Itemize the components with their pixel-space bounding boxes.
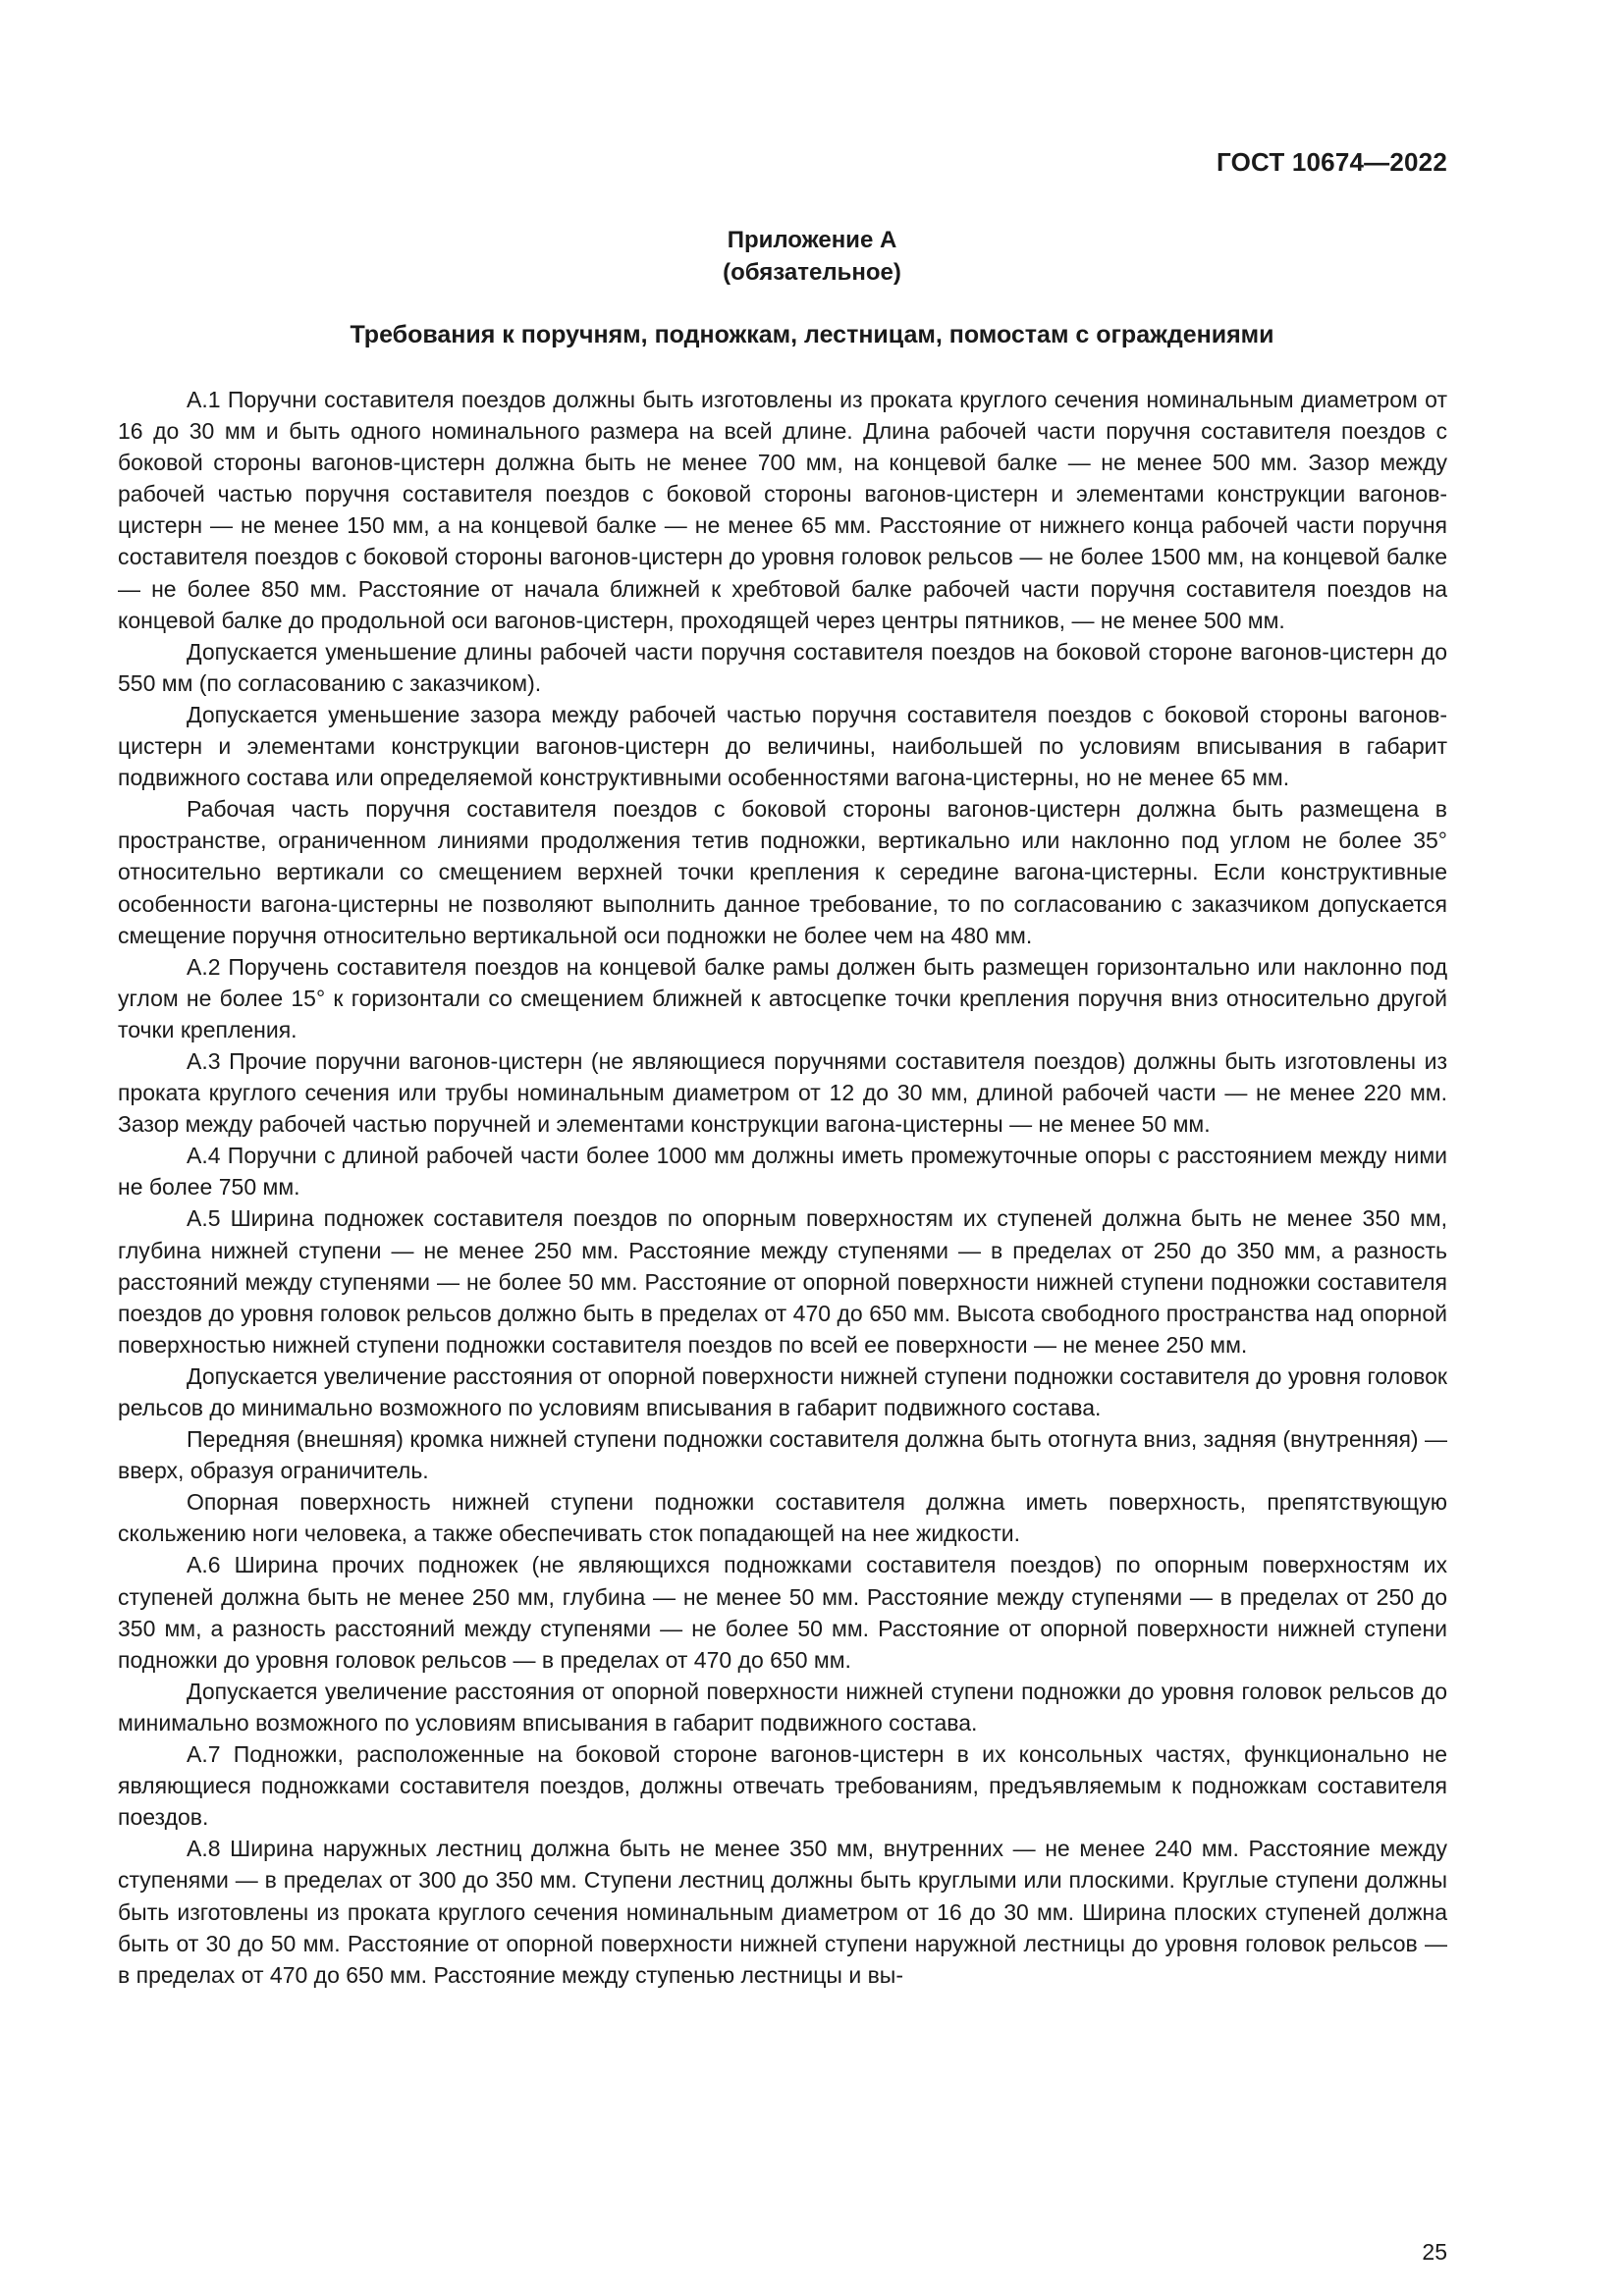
paragraph-a2: А.2 Поручень составителя поездов на концевой балке рамы должен быть размещен горизонтально или наклонно под углом не более 15° к горизонтали со смещением ближней к автосцепке точки крепления поручня вниз относительно другой точки крепления.: [118, 953, 1447, 1042]
annex-heading: [0, 224, 1624, 289]
paragraph-a1-note-1: Допускается уменьшение длины рабочей части поручня составителя поездов на боковой стороне вагонов-цистерн до 550 мм (по согласованию с заказчиком).: [118, 638, 1447, 696]
paragraph-a7: А.7 Подножки, расположенные на боковой стороне вагонов-цистерн в их консольных частях, функционально не являющиеся подножками составителя поездов, должны отвечать требованиям, предъявляемым к подножкам составителя поездов.: [118, 1741, 1447, 1831]
paragraph-a1-note-2: Допускается уменьшение зазора между рабочей частью поручня составителя поездов с боковой стороны вагонов-цистерн и элементами конструкции вагонов-цистерн до величины, наибольшей по условиям вписывания в габарит подвижного состава или определяемой конструктивными особенностями вагона-цистерны, но не менее 65 мм.: [118, 701, 1447, 791]
paragraph-a1: А.1 Поручни составителя поездов должны быть изготовлены из проката круглого сечения номинальным диаметром от 16 до 30 мм и быть одного номинального размера на всей длине. Длина рабочей части поручня составителя поездов с боковой стороны вагонов-цистерн должна быть не менее 700 мм, на концевой балке — не менее 500 мм. Зазор между рабочей частью поручня составителя поездов с боковой стороны вагонов-цистерн и элементами конструкции вагонов-цистерн — не менее 150 мм, а на концевой балке — не менее 65 мм. Расстояние от нижнего конца рабочей части поручня составителя поездов с боковой стороны вагонов-цистерн до уровня головок рельсов — не более 1500 мм, на концевой балке — не более 850 мм. Расстояние от начала ближней к хребтовой балке рабочей части поручня составителя поездов на концевой балке до продольной оси вагонов-цистерн, проходящей через центры пятников, — не менее 500 мм.: [118, 387, 1447, 633]
paragraph-a8: А.8 Ширина наружных лестниц должна быть не менее 350 мм, внутренних — не менее 240 мм. Расстояние между ступенями — в пределах от 300 до 350 мм. Ступени лестниц должны быть круглыми или плоскими. Круглые ступени должны быть изготовлены из проката круглого сечения номинальным диаметром от 16 до 30 мм. Ширина плоских ступеней должна быть от 30 до 50 мм. Расстояние от опорной поверхности нижней ступени наружной лестницы до уровня головок рельсов — в пределах от 470 до 650 мм. Расстояние между ступенью лестницы и вы-: [118, 1836, 1447, 1988]
paragraph-a6-note-1: Допускается увеличение расстояния от опорной поверхности нижней ступени подножки до уровня головок рельсов до минимально возможного по условиям вписывания в габарит подвижного состава.: [118, 1678, 1447, 1735]
paragraph-a4: А.4 Поручни с длиной рабочей части более 1000 мм должны иметь промежуточные опоры с расстоянием между ними не более 750 мм.: [118, 1143, 1447, 1201]
paragraph-a5: А.5 Ширина подножек составителя поездов по опорным поверхностям их ступеней должна быть не менее 350 мм, глубина нижней ступени — не менее 250 мм. Расстояние между ступенями — в пределах от 250 до 350 мм, а разность расстояний между ступенями — не более 50 мм. Расстояние от опорной поверхности нижней ступени подножки составителя поездов до уровня головок рельсов должно быть в пределах от 470 до 650 мм. Высота свободного пространства над опорной поверхностью нижней ступени подножки составителя поездов по всей ее поверхности — не менее 250 мм.: [118, 1205, 1447, 1358]
annex-status: (обязательное): [723, 259, 901, 286]
section-title: Требования к поручням, подножкам, лестницам, помостам с ограждениями: [350, 321, 1274, 348]
annex-title: Приложение А: [727, 227, 897, 253]
paragraph-a5-note-1: Допускается увеличение расстояния от опорной поверхности нижней ступени подножки составителя до уровня головок рельсов до минимально возможного по условиям вписывания в габарит подвижного состава.: [118, 1362, 1447, 1420]
document-body: [118, 384, 1447, 1991]
paragraph-a6: А.6 Ширина прочих подножек (не являющихся подножками составителя поездов) по опорным поверхностям их ступеней должна быть не менее 250 мм, глубина — не менее 50 мм. Расстояние между ступенями — в пределах от 250 до 350 мм, а разность расстояний между ступенями — не более 50 мм. Расстояние от опорной поверхности нижней ступени подножки до уровня головок рельсов — в пределах от 470 до 650 мм.: [118, 1552, 1447, 1673]
paragraph-a5-note-2: Передняя (внешняя) кромка нижней ступени подножки составителя должна быть отогнута вниз, задняя (внутренняя) — вверх, образуя ограничитель.: [118, 1426, 1447, 1484]
page-number: 25: [1422, 2239, 1447, 2265]
paragraph-a5-note-3: Опорная поверхность нижней ступени подножки составителя должна иметь поверхность, препятствующую скольжению ноги человека, а также обеспечивать сток попадающей на нее жидкости.: [118, 1489, 1447, 1547]
document-code: ГОСТ 10674—2022: [1217, 147, 1447, 177]
paragraph-a3: А.3 Прочие поручни вагонов-цистерн (не являющиеся поручнями составителя поездов) должны быть изготовлены из проката круглого сечения или трубы номинальным диаметром от 12 до 30 мм, длиной рабочей части — не менее 220 мм. Зазор между рабочей частью поручней и элементами конструкции вагона-цистерны — не менее 50 мм.: [118, 1047, 1447, 1138]
paragraph-a1-note-3: Рабочая часть поручня составителя поездов с боковой стороны вагонов-цистерн должна быть размещена в пространстве, ограниченном линиями продолжения тетив подножки, вертикально или наклонно под углом не более 35° относительно вертикали со смещением верхней точки крепления к середине вагона-цистерны. Если конструктивные особенности вагона-цистерны не позволяют выполнить данное требование, то по согласованию с заказчиком допускается смещение поручня относительно вертикальной оси подножки не более чем на 480 мм.: [118, 796, 1447, 948]
